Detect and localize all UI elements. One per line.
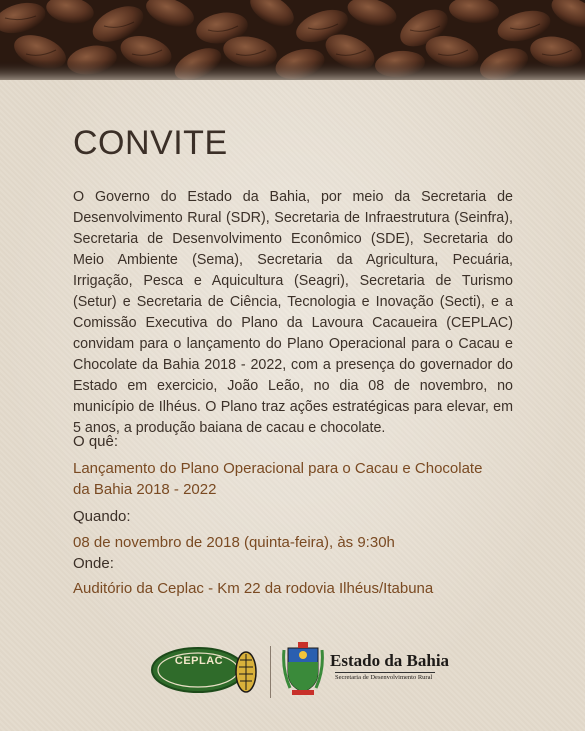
estado-bahia-name: Estado da Bahia bbox=[330, 651, 450, 670]
logo-divider bbox=[270, 646, 271, 698]
where-value: Auditório da Ceplac - Km 22 da rodovia Ilhéus/Itabuna bbox=[73, 580, 434, 597]
what-value: Lançamento do Plano Operacional para o Cacau e Chocolate da Bahia 2018 - 2022 bbox=[73, 460, 483, 498]
cocoa-beans-image bbox=[0, 0, 585, 80]
cocoa-beans-banner bbox=[0, 0, 585, 80]
bahia-coat-of-arms-icon bbox=[282, 640, 324, 698]
what-label: O quê: bbox=[73, 433, 119, 450]
where-label: Onde: bbox=[73, 555, 114, 572]
invitation-body: O Governo do Estado da Bahia, por meio da Secretaria de Desenvolvimento Rural (SDR), Secretaria de Infraestrutura (Seinfra), Secretaria de Desenvolvimento Econômico (SDE), Secretaria do Meio Ambiente (Sema), Secretaria da Agricultura, Pecuária, Irrigação, Pesca e Aquicultura (Seagri), Secretaria de Turismo (Setur) e Secretaria de Ciência, Tecnologia e Inovação (Secti), e a Comissão Executiva do Plano da Lavoura Cacaueira (CEPLAC) convidam para o lançamento do Plano Operacional para o Cacau e Chocolate da Bahia 2018 - 2022, com a presença do governador do Estado em exercicio, João Leão, no dia 08 de novembro, no município de Ilhéus. O Plano traz ações estratégicas para elevar, em 5 anos, a produção baiana de cacau e chocolate. bbox=[73, 189, 513, 436]
when-label: Quando: bbox=[73, 508, 131, 525]
ceplac-logo-text: CEPLAC bbox=[174, 655, 224, 667]
when-value: 08 de novembro de 2018 (quinta-feira), às 9:30h bbox=[73, 534, 395, 551]
invitation-title: CONVITE bbox=[73, 124, 228, 162]
estado-bahia-subtitle: Secretaria de Desenvolvimento Rural bbox=[335, 672, 435, 681]
ceplac-logo bbox=[150, 640, 262, 700]
